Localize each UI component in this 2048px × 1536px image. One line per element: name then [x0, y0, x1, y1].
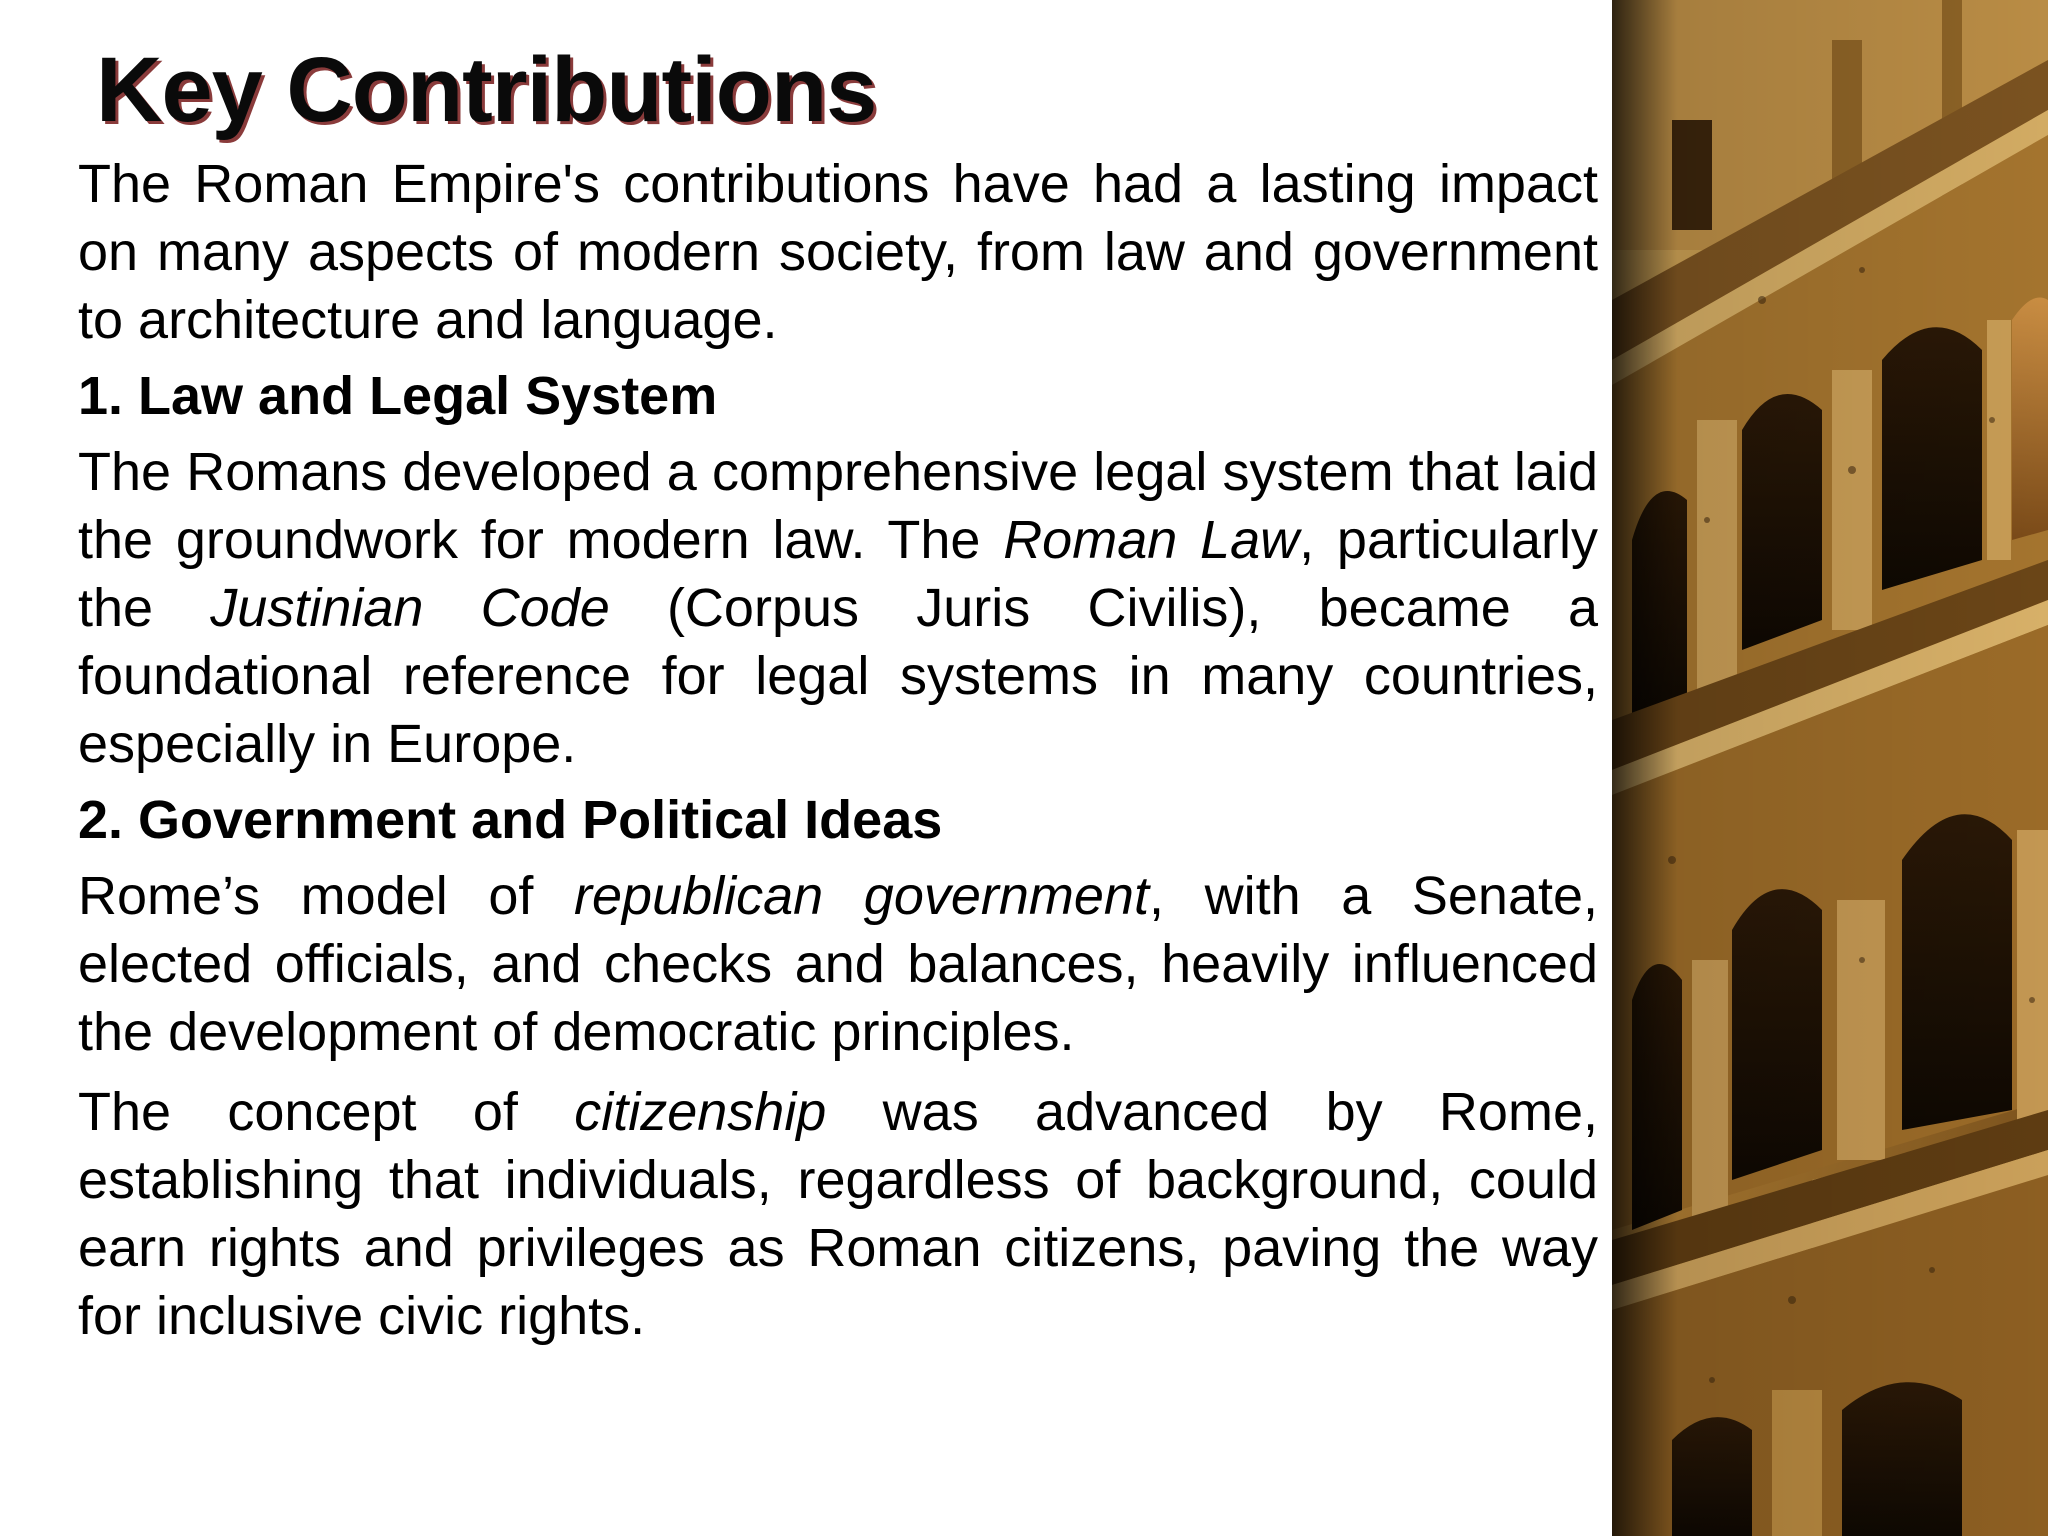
law-term-roman-law: Roman Law: [1003, 510, 1300, 570]
law-text-1: The Romans developed a comprehensive legal system that laid the groundwork for modern law. The: [78, 442, 1598, 570]
section-heading-government: 2. Government and Political Ideas: [78, 790, 943, 850]
colosseum-illustration: [1612, 0, 2048, 1536]
slide-body: [78, 150, 1598, 1350]
section-heading-law: 1. Law and Legal System: [78, 366, 718, 426]
law-paragraph: [78, 438, 1598, 778]
government-paragraph: [78, 862, 1598, 1066]
law-term-justinian-code: Justinian Code: [210, 578, 610, 638]
citizenship-paragraph: [78, 1078, 1598, 1350]
slide-title: Key Contributions: [96, 39, 877, 141]
colosseum-image: [1612, 0, 2048, 1536]
cit-term-citizenship: citizenship: [574, 1082, 827, 1142]
gov-text-1: Rome’s model of: [78, 866, 575, 926]
gov-text-2: , with a Senate, elected officials, and checks and balances, heavily influenced the development of democratic principles.: [78, 866, 1599, 1062]
law-text-3: (Corpus Juris Civilis), became a foundational reference for legal systems in many countries, especially in Europe.: [78, 578, 1598, 774]
cit-text-1: The concept of: [78, 1082, 575, 1142]
law-text-2: , particularly the: [78, 510, 1599, 638]
cit-text-2: was advanced by Rome, establishing that individuals, regardless of background, could earn rights and privileges as Roman citizens, paving the way for inclusive civic rights.: [78, 1082, 1598, 1346]
gov-term-republican-government: republican government: [574, 866, 1149, 926]
intro-paragraph: The Roman Empire's contributions have had a lasting impact on many aspects of modern society, from law and government to architecture and language.: [78, 154, 1598, 350]
